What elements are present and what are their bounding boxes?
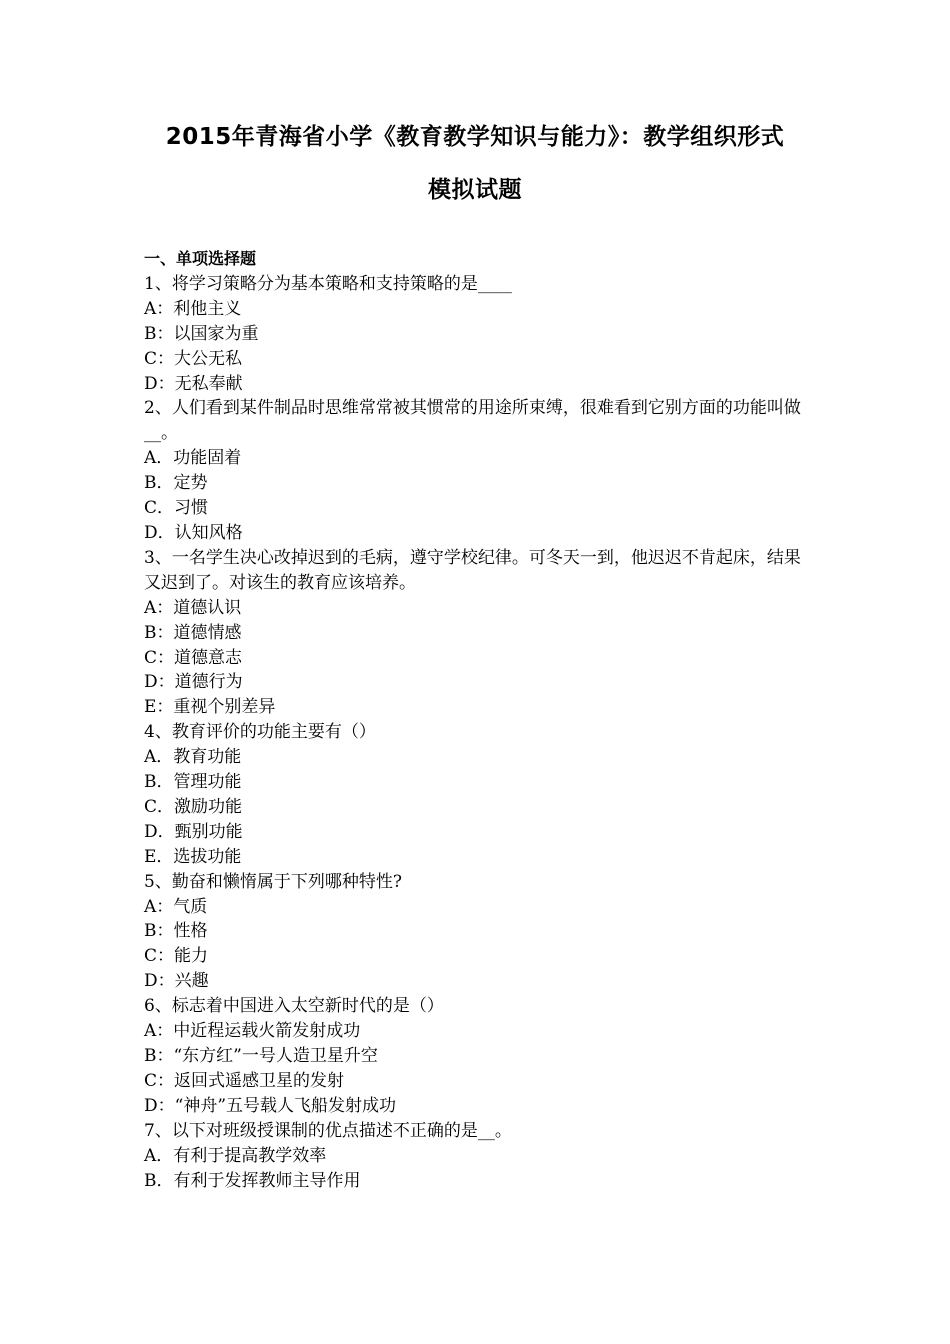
question-2: [144, 396, 810, 545]
question-text: 5、勤奋和懒惰属于下列哪种特性?: [144, 871, 402, 892]
question-text: 7、以下对班级授课制的优点描述不正确的是__。: [144, 1120, 512, 1141]
option-b: B：以国家为重: [144, 323, 259, 344]
question-text: 6、标志着中国进入太空新时代的是（）: [144, 996, 444, 1017]
document-title-line1: 2015年青海省小学《教育教学知识与能力》：教学组织形式: [165, 124, 785, 150]
option-a: A．有利于提高教学效率: [144, 1145, 327, 1166]
question-4: [144, 720, 810, 869]
option-c: C：大公无私: [144, 348, 243, 369]
section-heading: 一、单项选择题: [144, 249, 257, 268]
option-b: B．管理功能: [144, 772, 242, 793]
question-7: [144, 1119, 810, 1194]
question-5: [144, 870, 810, 995]
option-b: B．有利于发挥教师主导作用: [144, 1170, 361, 1191]
question-text: 1、将学习策略分为基本策略和支持策略的是____: [144, 273, 512, 294]
option-c: C：返回式遥感卫星的发射: [144, 1070, 345, 1091]
question-1: [144, 272, 810, 397]
option-a: A．教育功能: [144, 747, 242, 768]
option-a: A：气质: [144, 896, 208, 917]
option-b: B．定势: [144, 473, 208, 494]
option-a: A：中近程运载火箭发射成功: [144, 1021, 361, 1042]
document-title-line2: 模拟试题: [428, 177, 522, 203]
option-b: B：性格: [144, 921, 208, 942]
option-d: D：道德行为: [144, 672, 243, 693]
option-a: A．功能固着: [144, 448, 242, 469]
option-d: D：“神舟”五号载人飞船发射成功: [144, 1095, 397, 1116]
option-d: D．甄别功能: [144, 821, 243, 842]
question-text: 2、人们看到某件制品时思维常常被其惯常的用途所束缚，很难看到它别方面的功能叫做__。: [144, 398, 801, 444]
question-3: [144, 546, 810, 720]
option-c: C：能力: [144, 946, 209, 967]
option-d: D：兴趣: [144, 971, 209, 992]
option-a: A：道德认识: [144, 597, 242, 618]
question-text: 4、教育评价的功能主要有（）: [144, 722, 376, 743]
document-body: [144, 247, 810, 1193]
option-a: A：利他主义: [144, 298, 242, 319]
option-c: C．激励功能: [144, 796, 243, 817]
question-text: 3、一名学生决心改掉迟到的毛病，遵守学校纪律。可冬天一到，他迟迟不肯起床，结果又迟到了。对该生的教育应该培养。: [144, 547, 801, 593]
option-d: D：无私奉献: [144, 373, 243, 394]
option-b: B：“东方红”一号人造卫星升空: [144, 1046, 378, 1066]
option-c: C：道德意志: [144, 647, 243, 668]
option-e: E：重视个别差异: [144, 697, 276, 718]
question-6: [144, 994, 810, 1119]
option-d: D．认知风格: [144, 522, 243, 543]
option-e: E．选拔功能: [144, 846, 242, 867]
option-c: C．习惯: [144, 498, 209, 519]
option-b: B：道德情感: [144, 622, 242, 643]
